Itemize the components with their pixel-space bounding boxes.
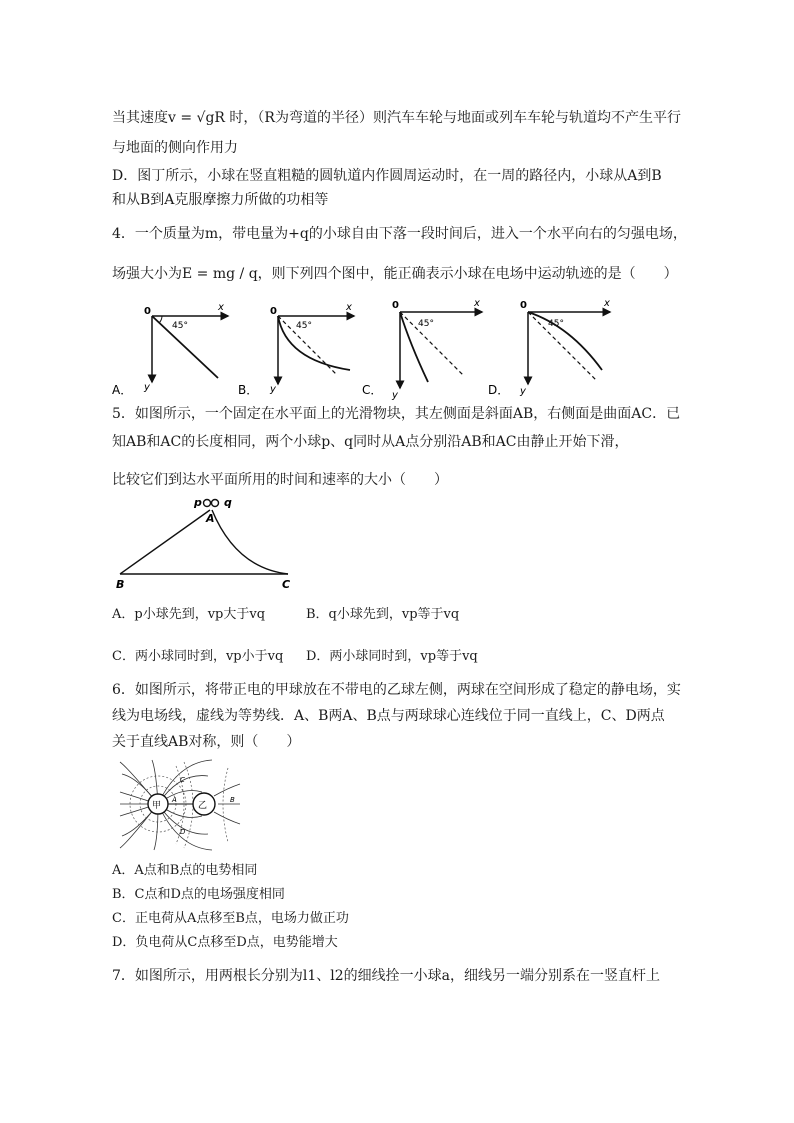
panel-b-y: y <box>270 384 276 395</box>
panel-d-trajectory <box>528 312 602 370</box>
panel-d-label: D． <box>488 383 510 397</box>
q6-option-a: A．A点和B点的电势相同 <box>112 863 258 878</box>
panel-c-origin: 0 <box>392 300 399 311</box>
q6-label-c: C <box>180 776 185 784</box>
ball-p <box>204 500 211 507</box>
q6-label-b: B <box>230 796 235 804</box>
q4-trajectory-panels <box>110 298 630 402</box>
panel-b-origin: 0 <box>270 306 277 317</box>
panel-d-x: x <box>604 298 610 309</box>
panel-a-label: A． <box>112 383 133 397</box>
q4-line-2: 场强大小为E = mg / q，则下列四个图中，能正确表示小球在电场中运动轨迹的是（ ） <box>112 266 678 282</box>
q5-label-p: p <box>194 496 202 509</box>
q5-block-figure <box>112 494 296 590</box>
q5-label-c: C <box>282 578 291 590</box>
panel-c-angle: 45° <box>418 319 434 329</box>
panel-b-angle: 45° <box>296 321 312 331</box>
intro-line-2: 与地面的侧向作用力 <box>112 140 238 156</box>
panel-a-angle: 45° <box>172 321 188 331</box>
q5-label-q: q <box>224 496 232 509</box>
q6-line-3: 关于直线AB对称，则（ ） <box>112 734 301 750</box>
q6-label-d: D <box>180 828 186 836</box>
q5-line-2: 知AB和AC的长度相同，两个小球p、q同时从A点分别沿AB和AC由静止开始下滑， <box>112 434 629 450</box>
q5-option-c: C．两小球同时到，vp小于vq <box>112 649 284 664</box>
panel-c-y: y <box>392 390 398 401</box>
q5-line-3: 比较它们到达水平面所用的时间和速率的大小（ ） <box>112 472 448 488</box>
panel-d-origin: 0 <box>520 300 527 311</box>
panel-b-x: x <box>346 302 352 313</box>
q6-option-c: C．正电荷从A点移至B点，电场力做正功 <box>112 911 349 926</box>
q5-label-b: B <box>116 578 125 590</box>
q5-option-a: A．p小球先到，vp大于vq <box>112 607 266 622</box>
option-d-line-1: D．图丁所示，小球在竖直粗糙的圆轨道内作圆周运动时，在一周的路径内，小球从A到B <box>112 168 662 184</box>
q6-line-1: 6．如图所示，将带正电的甲球放在不带电的乙球左侧，两球在空间形成了稳定的静电场，实 <box>112 682 681 698</box>
panel-b-trajectory <box>278 316 350 370</box>
panel-a-origin: 0 <box>144 306 151 317</box>
q5-option-b: B．q小球先到，vp等于vq <box>306 607 460 622</box>
q6-label-yi: 乙 <box>198 801 208 811</box>
panel-d-y: y <box>520 386 526 397</box>
panel-c-x: x <box>474 298 480 309</box>
q6-line-2: 线为电场线，虚线为等势线．A、B两A、B点与两球球心连线位于同一直线上，C、D两点 <box>112 708 665 724</box>
panel-b-label: B． <box>238 383 259 397</box>
ball-q <box>212 500 219 507</box>
intro-line-1: 当其速度v = √gR 时，（R为弯道的半径）则汽车车轮与地面或列车车轮与轨道均不产生平行 <box>112 110 681 126</box>
q6-label-a: A <box>172 796 177 804</box>
q7-line-1: 7．如图所示，用两根长分别为l1、l2的细线拴一小球a，细线另一端分别系在一竖直杆上 <box>112 968 661 984</box>
option-d-line-2: 和从B到A克服摩擦力所做的功相等 <box>112 192 329 208</box>
panel-d <box>488 298 610 397</box>
curve-ac <box>212 510 288 574</box>
q5-option-d: D．两小球同时到，vp等于vq <box>306 649 478 664</box>
q5-line-1: 5．如图所示，一个固定在水平面上的光滑物块，其左侧面是斜面AB，右侧面是曲面AC．已 <box>112 406 681 422</box>
panel-b <box>238 302 354 397</box>
q4-line-1: 4．一个质量为m，带电量为+q的小球自由下落一段时间后，进入一个水平向右的匀强电场， <box>112 226 687 242</box>
panel-c <box>362 298 482 401</box>
panel-a-x: x <box>218 302 224 313</box>
q6-field-figure <box>118 758 242 852</box>
q6-option-b: B．C点和D点的电场强度相同 <box>112 887 285 902</box>
panel-a-y: y <box>144 382 150 393</box>
panel-c-label: C． <box>362 383 383 397</box>
panel-d-angle: 45° <box>548 319 564 329</box>
panel-a <box>112 302 228 397</box>
q5-label-a: A <box>206 512 215 525</box>
q6-option-d: D．负电荷从C点移至D点，电势能增大 <box>112 935 338 950</box>
q6-label-jia: 甲 <box>152 801 162 811</box>
slope-ab <box>120 510 210 574</box>
